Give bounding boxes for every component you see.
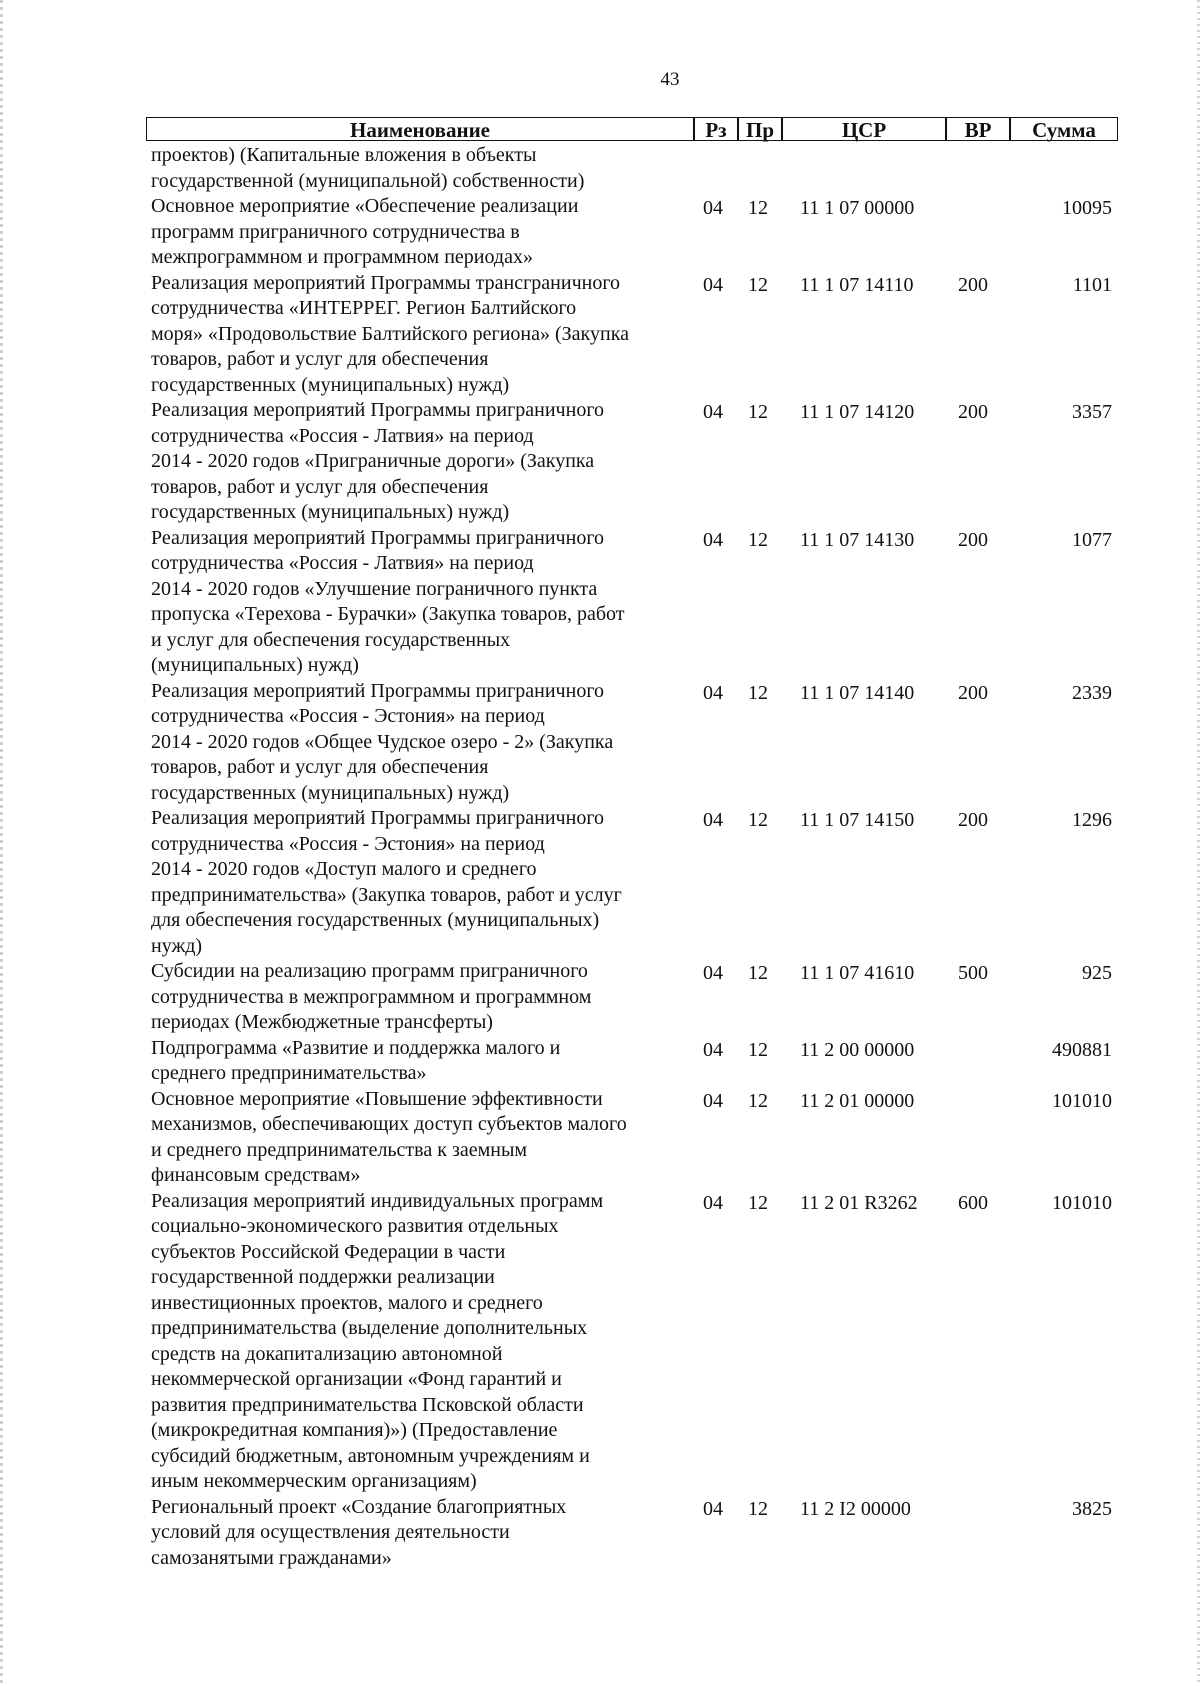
row-pr: 12	[748, 273, 768, 296]
row-csr: 11 1 07 14120	[800, 401, 915, 423]
row-name: Основное мероприятие «Повышение эффективности механизмов, обеспечивающих доступ субъектов малого и среднего предпринимательства к заемным финансовым средствам»	[151, 1087, 627, 1186]
column-header-csr: ЦСР	[782, 117, 946, 141]
row-sum: 10095	[1062, 197, 1112, 219]
table-row	[151, 679, 1121, 807]
row-pr: 12	[748, 681, 768, 704]
row-name: Подпрограмма «Развитие и поддержка малого и среднего предпринимательства»	[151, 1036, 561, 1084]
table-row	[151, 1087, 1121, 1189]
row-pr: 12	[748, 401, 768, 423]
row-rz: 04	[703, 962, 723, 984]
table-row	[151, 526, 1121, 679]
row-sum: 490881	[1052, 1038, 1112, 1061]
row-vr: 200	[958, 273, 988, 296]
row-vr: 200	[958, 528, 988, 551]
row-vr: 200	[958, 401, 988, 423]
row-pr: 12	[748, 1038, 768, 1061]
row-csr: 11 2 01 00000	[800, 1089, 915, 1112]
row-rz: 04	[703, 401, 723, 423]
table-row	[151, 1495, 1121, 1572]
table-row	[151, 398, 1121, 526]
row-pr: 12	[748, 528, 768, 551]
row-csr: 11 1 07 00000	[800, 197, 915, 219]
row-name: Реализация мероприятий Программы приграничного сотрудничества «Россия - Эстония» на период 2014 - 2020 годов «Общее Чудское озеро - 2» (Закупка товаров, работ и услуг для обеспечения государственных (муниципальных) нужд)	[151, 679, 614, 804]
row-sum: 1077	[1072, 528, 1112, 551]
row-sum: 1296	[1072, 809, 1112, 831]
row-name: Субсидии на реализацию программ приграничного сотрудничества в межпрограммном и программном периодах (Межбюджетные трансферты)	[151, 960, 592, 1033]
table-row	[151, 143, 1121, 194]
page-number: 43	[660, 69, 680, 90]
column-header-sum: Сумма	[1010, 117, 1118, 141]
row-csr: 11 1 07 14130	[800, 528, 915, 551]
row-vr: 600	[958, 1191, 988, 1214]
row-rz: 04	[703, 1191, 723, 1214]
row-vr: 200	[958, 681, 988, 704]
row-rz: 04	[703, 273, 723, 296]
table-row	[151, 806, 1121, 959]
column-header-rz: Рз	[694, 117, 738, 141]
table-row	[151, 959, 1121, 1036]
row-sum: 3825	[1072, 1497, 1112, 1520]
row-csr: 11 2 00 00000	[800, 1038, 915, 1061]
row-csr: 11 1 07 41610	[800, 962, 915, 984]
row-csr: 11 1 07 14140	[800, 681, 915, 704]
row-sum: 925	[1082, 962, 1112, 984]
column-header-name: Наименование	[146, 117, 694, 141]
row-vr: 500	[958, 962, 988, 984]
row-sum: 3357	[1072, 401, 1112, 423]
row-rz: 04	[703, 197, 723, 219]
row-name: Реализация мероприятий Программы приграничного сотрудничества «Россия - Латвия» на период 2014 - 2020 годов «Приграничные дороги» (Закупка товаров, работ и услуг для обеспечения государственных (муниципальных) нужд)	[151, 399, 605, 523]
table-body	[151, 143, 1121, 1571]
row-csr: 11 2 I2 00000	[800, 1497, 911, 1520]
column-header-vr: ВР	[946, 117, 1010, 141]
row-name: Реализация мероприятий индивидуальных программ социально-экономического развития отдельных субъектов Российской Федерации в части государственной поддержки реализации инвестиционных проектов, малого и среднего предпринимательства (выделение дополнительных средств на докапитализацию автономной некоммерческой организации «Фонд гарантий и развития предпринимательства Псковской области (микрокредитная компания)») (Предоставление субсидий бюджетным, автономным учреждениям и иным некоммерческим организациям)	[151, 1189, 604, 1492]
table-header	[146, 117, 1118, 143]
table-row	[151, 1036, 1121, 1087]
row-sum: 101010	[1052, 1089, 1112, 1112]
row-csr: 11 1 07 14110	[800, 273, 914, 296]
row-pr: 12	[748, 962, 768, 984]
table-row	[151, 194, 1121, 271]
row-name: Реализация мероприятий Программы трансграничного сотрудничества «ИНТЕРРЕГ. Регион Балтийского моря» «Продовольствие Балтийского региона» (Закупка товаров, работ и услуг для обеспечения государственных (муниципальных) нужд)	[151, 271, 629, 396]
scan-edge-left	[0, 0, 3, 1686]
row-vr: 200	[958, 809, 988, 831]
row-pr: 12	[748, 197, 768, 219]
table-row	[151, 1189, 1121, 1495]
row-name: Основное мероприятие «Обеспечение реализации программ приграничного сотрудничества в межпрограммном и программном периодах»	[151, 195, 579, 268]
row-name: Реализация мероприятий Программы приграничного сотрудничества «Россия - Латвия» на период 2014 - 2020 годов «Улучшение пограничного пункта пропуска «Терехова - Бурачки» (Закупка товаров, работ и услуг для обеспечения государственных (муниципальных) нужд)	[151, 526, 625, 676]
row-name: проектов) (Капитальные вложения в объекты государственной (муниципальной) собственности)	[151, 144, 585, 192]
row-pr: 12	[748, 809, 768, 831]
row-pr: 12	[748, 1191, 768, 1214]
table-row	[151, 271, 1121, 399]
row-name: Региональный проект «Создание благоприятных условий для осуществления деятельности самозанятыми гражданами»	[151, 1495, 567, 1569]
row-rz: 04	[703, 1497, 723, 1520]
row-rz: 04	[703, 681, 723, 704]
row-pr: 12	[748, 1089, 768, 1112]
row-sum: 101010	[1052, 1191, 1112, 1214]
row-pr: 12	[748, 1497, 768, 1520]
row-rz: 04	[703, 528, 723, 551]
row-rz: 04	[703, 1089, 723, 1112]
column-header-pr: Пр	[738, 117, 782, 141]
row-rz: 04	[703, 1038, 723, 1061]
row-csr: 11 1 07 14150	[800, 809, 915, 831]
row-csr: 11 2 01 R3262	[800, 1191, 918, 1214]
row-sum: 2339	[1072, 681, 1112, 704]
row-sum: 1101	[1072, 273, 1112, 296]
row-name: Реализация мероприятий Программы приграничного сотрудничества «Россия - Эстония» на период 2014 - 2020 годов «Доступ малого и среднего предпринимательства» (Закупка товаров, работ и услуг для обеспечения государственных (муниципальных) нужд)	[151, 807, 622, 957]
row-rz: 04	[703, 809, 723, 831]
